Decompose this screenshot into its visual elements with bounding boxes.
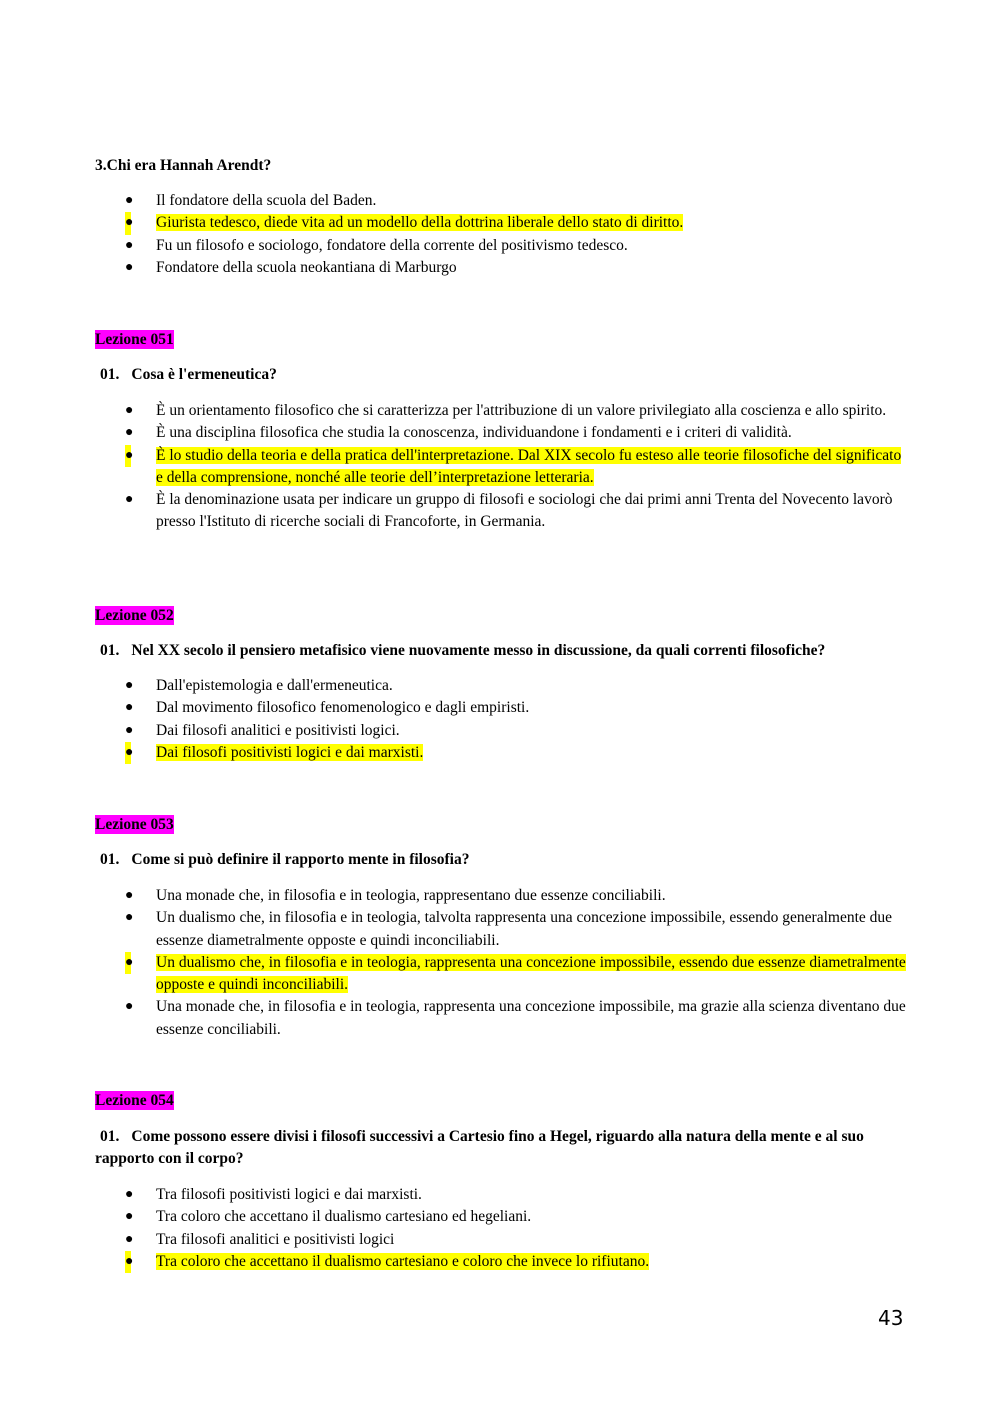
question-text: 3.Chi era Hannah Arendt? xyxy=(95,157,272,174)
option-item xyxy=(95,1184,910,1206)
option-text: Dai filosofi analitici e positivisti logici. xyxy=(156,721,400,739)
bullet-icon: ● xyxy=(125,742,131,764)
question-label: Cosa è l'ermeneutica? xyxy=(131,366,277,383)
bullet-icon: ● xyxy=(125,403,134,418)
option-item xyxy=(95,422,910,444)
bullet-icon: ● xyxy=(125,445,131,467)
option-text: È lo studio della teoria e della pratica dell'interpretazione. Dal XIX secolo fu esteso alle teorie filosofiche del significato e della comprensione, nonché alle teorie dell’interpretazione letteraria. xyxy=(156,446,902,486)
option-item xyxy=(95,257,910,279)
question-block-arendt xyxy=(95,155,910,177)
question-text xyxy=(95,849,910,871)
question-label: Come si può definire il rapporto mente in filosofia? xyxy=(131,851,470,868)
option-item-correct xyxy=(95,212,910,234)
options-list-052 xyxy=(95,675,910,764)
option-item xyxy=(95,720,910,742)
lesson-label: Lezione 051 xyxy=(95,331,174,348)
bullet-icon: ● xyxy=(125,259,134,275)
question-label: Come possono essere divisi i filosofi successivi a Cartesio fino a Hegel, riguardo alla natura della mente e al suo rapporto con il corpo? xyxy=(95,1128,864,1167)
option-item xyxy=(95,1229,910,1251)
option-text: È una disciplina filosofica che studia la conoscenza, individuandone i fondamenti e i criteri di validità. xyxy=(156,424,792,442)
option-text: Tra coloro che accettano il dualismo cartesiano e coloro che invece lo rifiutano. xyxy=(156,1252,650,1270)
option-text: Dal movimento filosofico fenomenologico e dagli empiristi. xyxy=(156,699,530,717)
option-text: È un orientamento filosofico che si caratterizza per l'attribuzione di un valore privilegiato alla coscienza e allo spirito. xyxy=(156,402,887,419)
question-block-051 xyxy=(95,364,910,386)
bullet-icon: ● xyxy=(125,678,134,693)
question-number: 01. xyxy=(100,851,120,868)
options-list-053 xyxy=(95,885,910,1041)
option-text: Una monade che, in filosofia e in teologia, rappresentano due essenze conciliabili. xyxy=(156,887,666,904)
option-item-correct xyxy=(95,445,910,490)
bullet-icon: ● xyxy=(125,1209,134,1225)
bullet-icon: ● xyxy=(125,492,134,508)
question-block-053 xyxy=(95,849,910,871)
lesson-label: Lezione 052 xyxy=(95,607,174,624)
option-text: Un dualismo che, in filosofia e in teologia, talvolta rappresenta una concezione impossibile, essendo generalmente due essenze diametralmente opposte e quindi inconciliabili. xyxy=(156,909,893,949)
question-block-052 xyxy=(95,640,910,662)
bullet-icon: ● xyxy=(125,700,134,716)
bullet-icon: ● xyxy=(125,888,134,903)
option-item xyxy=(95,235,910,257)
question-text xyxy=(95,364,910,386)
page-number: 43 xyxy=(878,1306,904,1330)
option-item xyxy=(95,996,910,1041)
bullet-icon: ● xyxy=(125,193,134,208)
bullet-icon: ● xyxy=(125,952,131,974)
options-list-054 xyxy=(95,1184,910,1273)
option-text: Tra filosofi positivisti logici e dai marxisti. xyxy=(156,1186,422,1203)
question-number: 01. xyxy=(100,1128,120,1145)
bullet-icon: ● xyxy=(125,1231,134,1247)
option-item xyxy=(95,1206,910,1228)
question-block-054 xyxy=(95,1126,910,1170)
bullet-icon: ● xyxy=(125,910,134,926)
option-text: Dall'epistemologia e dall'ermeneutica. xyxy=(156,677,393,694)
bullet-icon: ● xyxy=(125,1251,131,1273)
option-item xyxy=(95,489,910,534)
option-text: Una monade che, in filosofia e in teologia, rappresenta una concezione impossibile, ma grazie alla scienza diventano due essenze conciliabili. xyxy=(156,998,906,1038)
option-item-correct xyxy=(95,1251,910,1273)
bullet-icon: ● xyxy=(125,1187,134,1202)
bullet-icon: ● xyxy=(125,425,134,441)
option-item-correct xyxy=(95,952,910,997)
bullet-icon: ● xyxy=(125,999,134,1015)
option-item xyxy=(95,907,910,952)
option-text: Tra coloro che accettano il dualismo cartesiano ed hegeliani. xyxy=(156,1208,532,1226)
lesson-label: Lezione 053 xyxy=(95,816,174,833)
question-label: Nel XX secolo il pensiero metafisico viene nuovamente messo in discussione, da quali correnti filosofiche? xyxy=(131,642,826,659)
option-text: Tra filosofi analitici e positivisti logici xyxy=(156,1230,395,1248)
option-item xyxy=(95,400,910,422)
bullet-icon: ● xyxy=(125,212,131,234)
option-item xyxy=(95,190,910,212)
question-number: 01. xyxy=(100,642,120,659)
option-text: Il fondatore della scuola del Baden. xyxy=(156,192,377,209)
option-item xyxy=(95,697,910,719)
option-text: Fondatore della scuola neokantiana di Marburgo xyxy=(156,258,457,276)
options-list-051 xyxy=(95,400,910,534)
option-item xyxy=(95,675,910,697)
options-list-arendt xyxy=(95,190,910,279)
option-text: Dai filosofi positivisti logici e dai marxisti. xyxy=(156,743,424,761)
bullet-icon: ● xyxy=(125,237,134,253)
option-text: Giurista tedesco, diede vita ad un modello della dottrina liberale dello stato di diritto. xyxy=(156,214,684,232)
bullet-icon: ● xyxy=(125,722,134,738)
lesson-label: Lezione 054 xyxy=(95,1092,174,1109)
question-text xyxy=(95,640,910,662)
question-text xyxy=(95,1126,910,1170)
option-text: Un dualismo che, in filosofia e in teologia, rappresenta una concezione impossibile, essendo due essenze diametralmente opposte e quindi inconciliabili. xyxy=(156,953,906,994)
question-number: 01. xyxy=(100,366,120,383)
option-text: È la denominazione usata per indicare un gruppo di filosofi e sociologi che dai primi anni Trenta del Novecento lavorò presso l'Istituto di ricerche sociali di Francoforte, in Germania. xyxy=(156,491,893,531)
option-text: Fu un filosofo e sociologo, fondatore della corrente del positivismo tedesco. xyxy=(156,236,628,254)
option-item-correct xyxy=(95,742,910,764)
option-item xyxy=(95,885,910,907)
